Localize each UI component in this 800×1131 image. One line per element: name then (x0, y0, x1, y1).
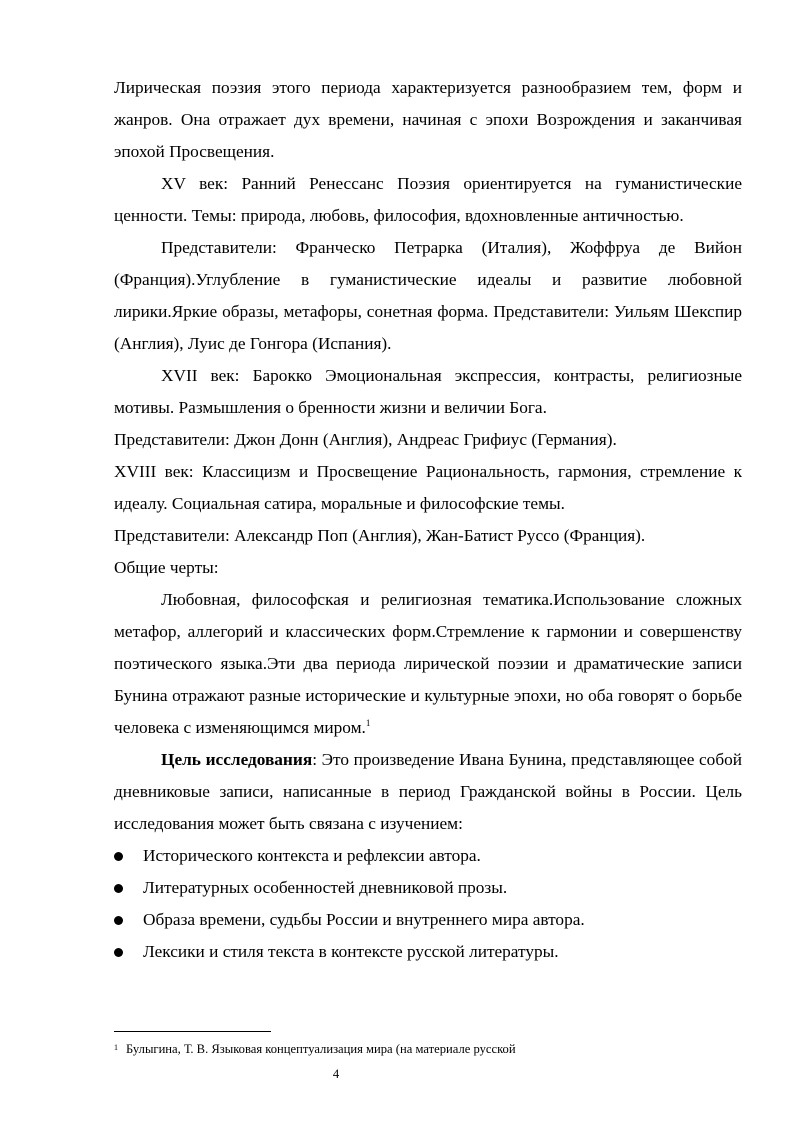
paragraph-common-features-heading: Общие черты: (114, 558, 219, 577)
paragraph-18th-century: XVIII век: Классицизм и Просвещение Рациональность, гармония, стремление к идеалу. Социальная сатира, моральные и философские темы. (114, 462, 742, 513)
footnote-separator (114, 1031, 271, 1032)
research-goal-text: : Это произведение Ивана Бунина, представляющее собой дневниковые записи, написанные в период Гражданской войны в России. Цель исследования может быть связана с изучением: (114, 750, 743, 833)
footnote-reference: 1 (365, 718, 371, 728)
paragraph-common-features (114, 584, 742, 744)
paragraph-representatives-classicism: Представители: Александр Поп (Англия), Жан-Батист Руссо (Франция). (114, 526, 646, 545)
common-features-text: Любовная, философская и религиозная тематика.Использование сложных метафор, аллегорий и классических форм.Стремление к гармонии и совершенству поэтического языка.Эти два периода лирической поэзии и драматические записи Бунина отражают разные исторические и культурные эпохи, но оба говорят о борьбе человека с изменяющимся миром. (114, 590, 742, 737)
footnote (114, 1040, 742, 1057)
page-body (114, 72, 742, 968)
bullet-icon (114, 948, 123, 957)
paragraph-15th-century: XV век: Ранний Ренессанс Поэзия ориентируется на гуманистические ценности. Темы: природа, любовь, философия, вдохновленные античностью. (114, 174, 742, 225)
paragraph-representatives-renaissance: Представители: Франческо Петрарка (Италия), Жоффруа де Вийон (Франция).Углубление в гуманистические идеалы и развитие любовной лирики.Яркие образы, метафоры, сонетная форма. Представители: Уильям Шекспир (Англия), Луис де Гонгора (Испания). (114, 238, 742, 353)
list-item: Литературных особенностей дневниковой прозы. (114, 872, 742, 904)
footnote-mark: 1 (114, 1043, 118, 1052)
paragraph-research-goal (114, 744, 742, 840)
research-goal-label: Цель исследования (161, 750, 313, 769)
paragraph-17th-century: XVII век: Барокко Эмоциональная экспрессия, контрасты, религиозные мотивы. Размышления о бренности жизни и величии Бога. (114, 366, 742, 417)
list-item: Исторического контекста и рефлексии автора. (114, 840, 742, 872)
bullet-icon (114, 852, 123, 861)
page-number: 4 (332, 1067, 340, 1081)
footnote-text: Булыгина, Т. В. Языковая концептуализация мира (на материале русской (126, 1042, 516, 1056)
list-item: Лексики и стиля текста в контексте русской литературы. (114, 936, 742, 968)
list-item: Образа времени, судьбы России и внутреннего мира автора. (114, 904, 742, 936)
bullet-icon (114, 884, 123, 893)
research-goal-list (114, 840, 742, 968)
bullet-icon (114, 916, 123, 925)
paragraph-representatives-baroque: Представители: Джон Донн (Англия), Андреас Грифиус (Германия). (114, 430, 617, 449)
paragraph-intro: Лирическая поэзия этого периода характеризуется разнообразием тем, форм и жанров. Она отражает дух времени, начиная с эпохи Возрождения и заканчивая эпохой Просвещения. (114, 78, 742, 161)
